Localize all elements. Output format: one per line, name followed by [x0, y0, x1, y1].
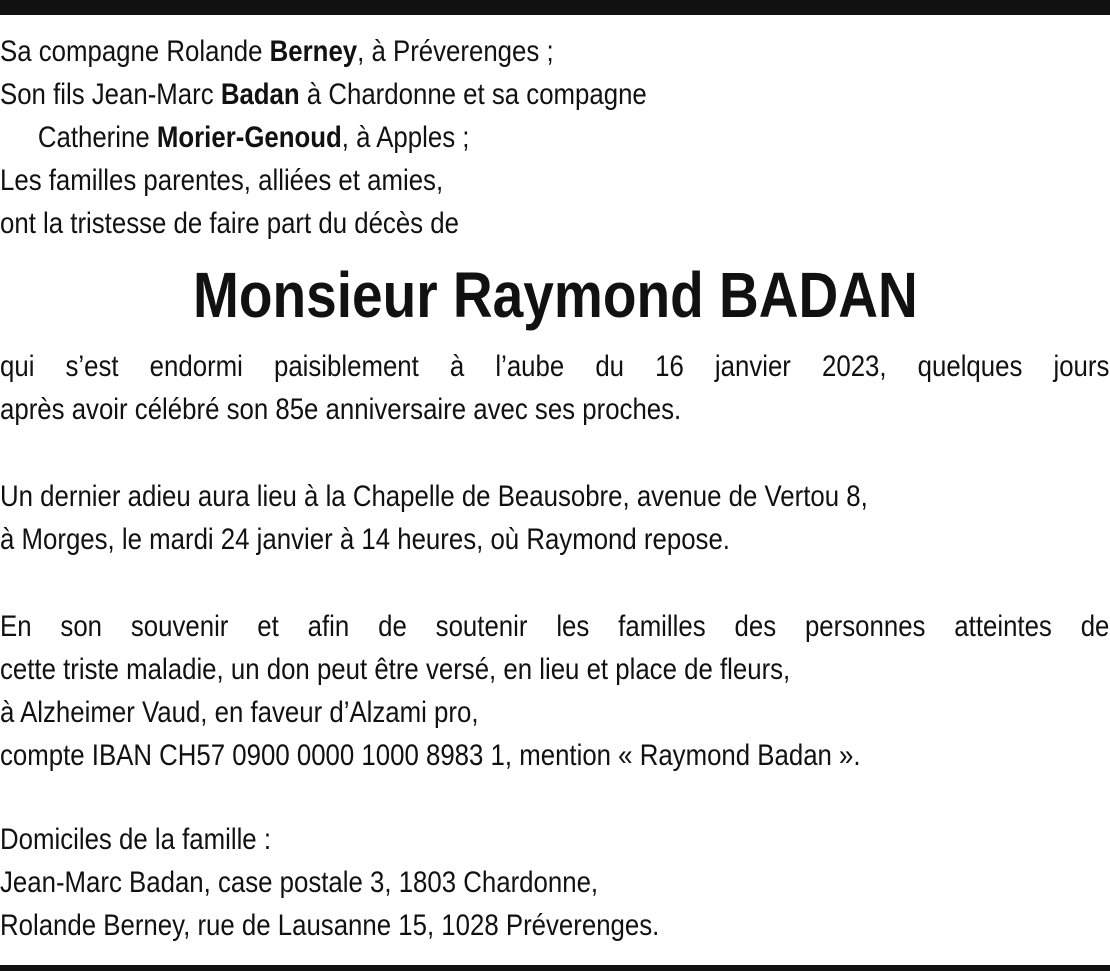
- surname: Badan: [220, 78, 300, 111]
- paragraph-line: après avoir célébré son 85e anniversaire avec ses proches.: [0, 393, 682, 426]
- surname: Morier-Genoud: [156, 121, 342, 154]
- family-announcement: [0, 30, 955, 245]
- paragraph-line: qui s’est endormi paisiblement à l’aube du 16 janvier 2023, quelques jours: [0, 350, 1110, 383]
- ceremony-paragraph: [0, 475, 955, 561]
- text-segment: Son fils Jean-Marc: [0, 78, 221, 111]
- paragraph-line: Rolande Berney, rue de Lausanne 15, 1028 Préverenges.: [0, 909, 660, 942]
- text-segment: Sa compagne Rolande: [0, 35, 270, 68]
- paragraph-line: à Morges, le mardi 24 janvier à 14 heures, où Raymond repose.: [0, 523, 730, 556]
- donation-paragraph: [0, 605, 1110, 777]
- family-line-son-partner: [0, 116, 955, 159]
- family-addresses: [0, 818, 955, 947]
- bottom-border: [0, 965, 1110, 971]
- family-line-relatives: Les familles parentes, alliées et amies,: [0, 164, 444, 197]
- deceased-name-block: [0, 258, 1110, 332]
- passing-paragraph: [0, 345, 1110, 431]
- text-segment: Catherine: [37, 121, 157, 154]
- paragraph-line: Un dernier adieu aura lieu à la Chapelle de Beausobre, avenue de Vertou 8,: [0, 480, 868, 513]
- paragraph-line: à Alzheimer Vaud, en faveur d’Alzami pro,: [0, 696, 479, 729]
- announcement-intro: ont la tristesse de faire part du décès de: [0, 207, 459, 240]
- top-border: [0, 0, 1110, 15]
- surname: Berney: [269, 35, 358, 68]
- paragraph-line: cette triste maladie, un don peut être versé, en lieu et place de fleurs,: [0, 653, 791, 686]
- text-segment: , à Préverenges ;: [357, 35, 554, 68]
- family-line-son: [0, 73, 955, 116]
- paragraph-line: Jean-Marc Badan, case postale 3, 1803 Chardonne,: [0, 866, 599, 899]
- text-segment: à Chardonne et sa compagne: [299, 78, 647, 111]
- paragraph-line: En son souvenir et afin de soutenir les familles des personnes atteintes de: [0, 610, 1110, 643]
- family-line-partner: [0, 30, 955, 73]
- deceased-name: Monsieur Raymond BADAN: [192, 259, 918, 331]
- text-segment: , à Apples ;: [341, 121, 470, 154]
- paragraph-line: compte IBAN CH57 0900 0000 1000 8983 1, mention « Raymond Badan ».: [0, 739, 861, 772]
- paragraph-line: Domiciles de la famille :: [0, 823, 271, 856]
